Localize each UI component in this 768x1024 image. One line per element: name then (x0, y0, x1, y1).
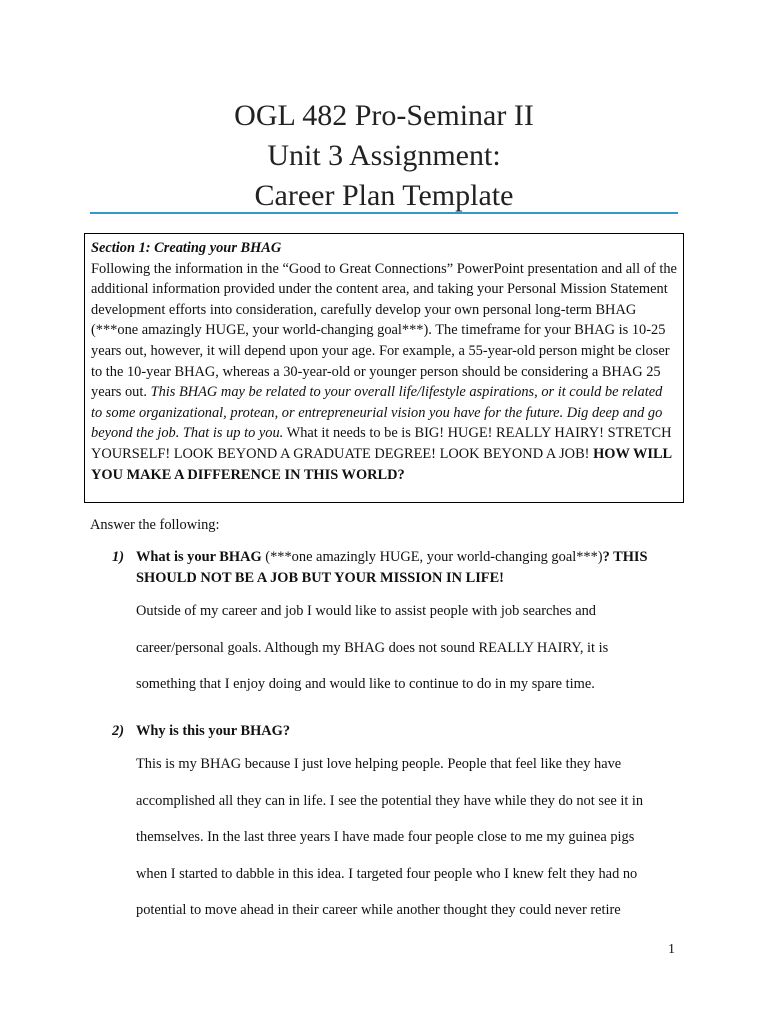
section-1-heading: Section 1: Creating your BHAG (91, 240, 282, 256)
answer-2-line: potential to move ahead in their career while another thought they could never retire (136, 902, 621, 919)
instructions-bold-question: HOW WILL YOU MAKE A DIFFERENCE IN THIS WORLD? (91, 445, 672, 483)
section-1-instructions (91, 259, 677, 486)
answer-2-line: accomplished all they can in life. I see the potential they have while they do not see it in (136, 792, 644, 809)
answer-1-line: Outside of my career and job I would like to assist people with job searches and (136, 603, 596, 619)
answer-1 (136, 593, 681, 703)
answer-2 (136, 746, 681, 929)
instructions-emphasis-text: What it needs to be is BIG! HUGE! REALLY HAIRY! STRETCH YOURSELF! LOOK BEYOND A GRADUATE DEGREE! LOOK BEYOND A JOB! (91, 425, 672, 462)
answer-1-line: something that I enjoy doing and would like to continue to do in my spare time. (136, 676, 595, 693)
question-1 (90, 547, 680, 589)
document-title (90, 96, 678, 216)
answer-2-line: when I started to dabble in this idea. I targeted four people who I knew felt they had no (136, 865, 638, 882)
question-1-number: 1) (112, 549, 124, 565)
answer-lead: Answer the following: (90, 517, 220, 533)
instructions-text: Following the information in the “Good to Great Connections” PowerPoint presentation and all of the additional information provided under the content area, and taking your Personal Mission Statement development efforts into consideration, carefully develop your own personal long-term BHAG (***one amazingly HUGE, your world-changing goal***). The timeframe for your BHAG is 10-25 years out, however, it will depend upon your age. For example, a 55-year-old person might be closer to the 10-year BHAG, whereas a 30-year-old or younger person should be considering a BHAG 25 years out. (91, 260, 677, 401)
question-1-bold-a: What is your BHAG (136, 549, 262, 565)
question-1-regular: (***one amazingly HUGE, your world-changing goal***) (265, 549, 603, 565)
title-line-2: Unit 3 Assignment: (267, 139, 501, 172)
answer-2-line: themselves. In the last three years I have made four people close to me my guinea pigs (136, 829, 635, 846)
title-divider (90, 212, 678, 214)
instructions-italic-text: This BHAG may be related to your overall life/lifestyle aspirations, or it could be related to some organizational, protean, or entrepreneurial vision you have for the future. Dig deep and go beyond the job. That is up to you. (91, 384, 663, 442)
answer-1-line: career/personal goals. Although my BHAG does not sound REALLY HAIRY, it is (136, 639, 609, 656)
page-number: 1 (668, 942, 675, 957)
question-2-text: Why is this your BHAG? (136, 723, 291, 739)
question-1-text (136, 547, 680, 589)
question-1-bold-b: ? THIS SHOULD NOT BE A JOB BUT YOUR MISSION IN LIFE! (136, 549, 648, 586)
title-line-1: OGL 482 Pro-Seminar II (234, 99, 534, 132)
question-2-number: 2) (112, 723, 124, 739)
answer-2-line: This is my BHAG because I just love helping people. People that feel like they have (136, 756, 622, 772)
question-2 (90, 721, 680, 742)
title-line-3: Career Plan Template (254, 179, 514, 212)
section-1-box (84, 233, 684, 503)
